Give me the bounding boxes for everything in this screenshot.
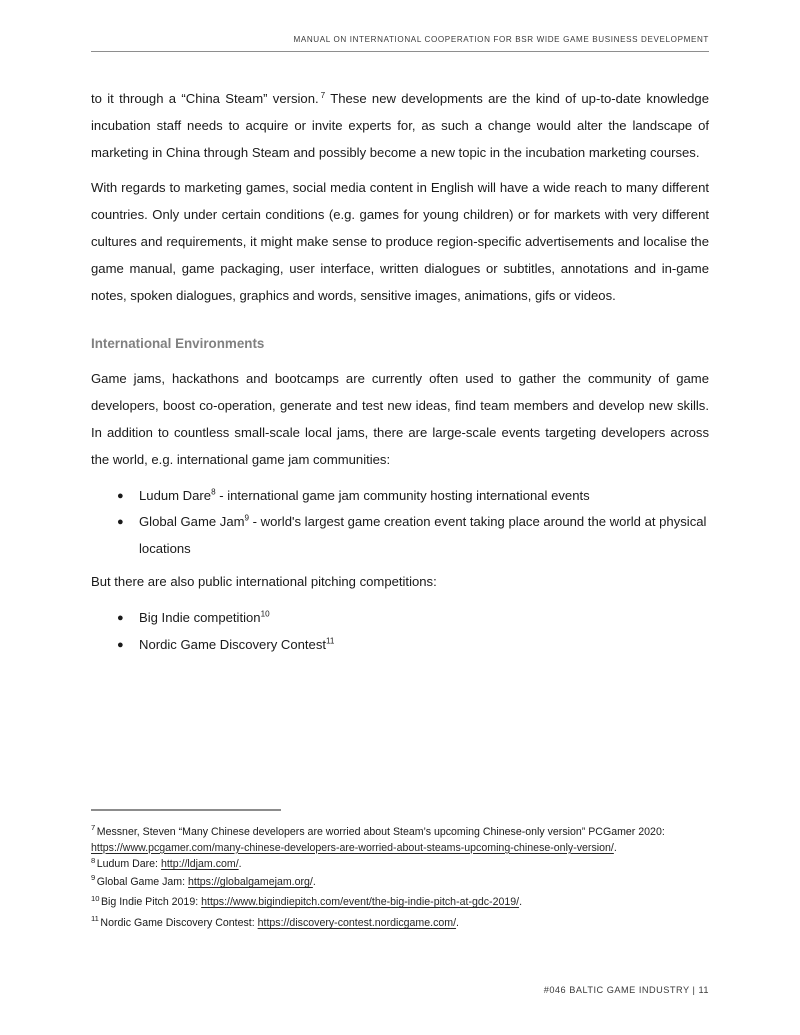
footnote-link[interactable]: https://discovery-contest.nordicgame.com/ [257, 916, 457, 929]
list-pitching-competitions [91, 605, 709, 659]
footnote-tail: . [613, 841, 617, 854]
page-footer [91, 980, 709, 998]
paragraph-game-jams: Game jams, hackathons and bootcamps are currently often used to gather the community of game developers, boost co-operation, generate and test new ideas, find team members and develop new skills. In addition to countless small-scale local jams, there are large-scale events targeting developers across the world, e.g. international game jam communities: [91, 371, 709, 467]
footnote-reference-10[interactable]: 10 [260, 609, 270, 619]
list-item-name: Big Indie competition [139, 609, 261, 625]
footnote-text: Messner, Steven “Many Chinese developers are worried about Steam’s upcoming Chinese-only version” PCGamer 2020: [96, 826, 665, 838]
footnote-text: Nordic Game Discovery Contest: [100, 916, 258, 929]
footnote-8 [91, 857, 709, 873]
footnote-10 [91, 895, 709, 911]
footnote-number: 9 [91, 873, 96, 883]
paragraph-1-tail: These new developments are the kind of up-to-date knowledge incubation staff needs to acquire or invite experts for, as such a change would alter the landscape of marketing in China through Steam and possibly become a new topic in the incubation marketing courses. [91, 91, 709, 160]
list-item [91, 483, 709, 510]
list-item-description: - international game jam community hosting international events [215, 487, 590, 503]
footnote-reference-8[interactable]: 8 [211, 487, 216, 497]
bullet-icon: ● [117, 611, 124, 624]
list-item-description: - world's largest game creation event taking place around the world at physical locations [139, 514, 707, 557]
page-footer-text: #046 BALTIC GAME INDUSTRY | 11 [543, 985, 709, 995]
footnote-link[interactable]: https://www.pcgamer.com/many-chinese-developers-are-worried-about-steams-upcoming-chinese-only-version/ [91, 841, 614, 854]
bullet-icon: ● [117, 516, 124, 529]
footnote-tail: . [456, 916, 459, 929]
footnote-text: Big Indie Pitch 2019: [100, 896, 202, 909]
footnote-link[interactable]: http://ldjam.com/ [160, 858, 239, 871]
footnote-section [91, 809, 709, 934]
footnote-number: 11 [91, 914, 99, 924]
list-item-name: Ludum Dare [139, 487, 212, 503]
footnote-number: 7 [91, 823, 96, 833]
paragraph-china-steam [91, 86, 709, 166]
footnote-reference-11[interactable]: 11 [326, 636, 335, 646]
bullet-icon: ● [117, 638, 124, 651]
footnote-link[interactable]: https://globalgamejam.org/ [188, 875, 313, 888]
section-heading-international-environments: International Environments [91, 336, 265, 352]
list-item-name: Global Game Jam [139, 514, 245, 530]
footnote-tail: . [238, 858, 242, 871]
footnote-reference-9[interactable]: 9 [244, 514, 250, 523]
footnote-text: Global Game Jam: [96, 875, 189, 888]
list-item [91, 605, 709, 632]
footnote-number: 10 [91, 893, 100, 903]
bullet-icon: ● [117, 489, 124, 502]
paragraph-marketing-games: With regards to marketing games, social media content in English will have a wide reach to many different countries. Only under certain conditions (e.g. games for young children) or for markets with very different cultures and requirements, it might make sense to produce region-specific advertisements and localise the game manual, game packaging, user interface, written dialogues or subtitles, annotations and in-game notes, spoken dialogues, graphics and words, sensitive images, animations, gifs or videos. [91, 180, 709, 303]
footnote-9 [91, 875, 709, 891]
footnote-7 [91, 825, 709, 856]
running-header-title: MANUAL ON INTERNATIONAL COOPERATION FOR BSR WIDE GAME BUSINESS DEVELOPMENT [293, 35, 709, 44]
footnote-separator [91, 809, 281, 811]
running-header [91, 34, 709, 52]
list-game-jam-communities [91, 483, 709, 563]
footnote-tail: . [519, 896, 523, 909]
footnote-tail: . [312, 875, 316, 888]
footnote-11 [91, 916, 709, 932]
footnote-number: 8 [91, 855, 96, 865]
paragraph-pitching-competitions: But there are also public international pitching competitions: [91, 573, 437, 589]
footnote-text: Ludum Dare: [96, 858, 161, 871]
list-item [91, 509, 709, 563]
footnote-reference-7[interactable]: 7 [320, 90, 326, 100]
footnote-link[interactable]: https://www.bigindiepitch.com/event/the-big-indie-pitch-at-gdc-2019/ [201, 896, 520, 909]
list-item-name: Nordic Game Discovery Contest [139, 636, 327, 652]
list-item [91, 632, 709, 659]
document-body [91, 86, 709, 664]
header-divider [91, 51, 709, 52]
paragraph-1-lead: to it through a “China Steam” version. [91, 91, 319, 106]
